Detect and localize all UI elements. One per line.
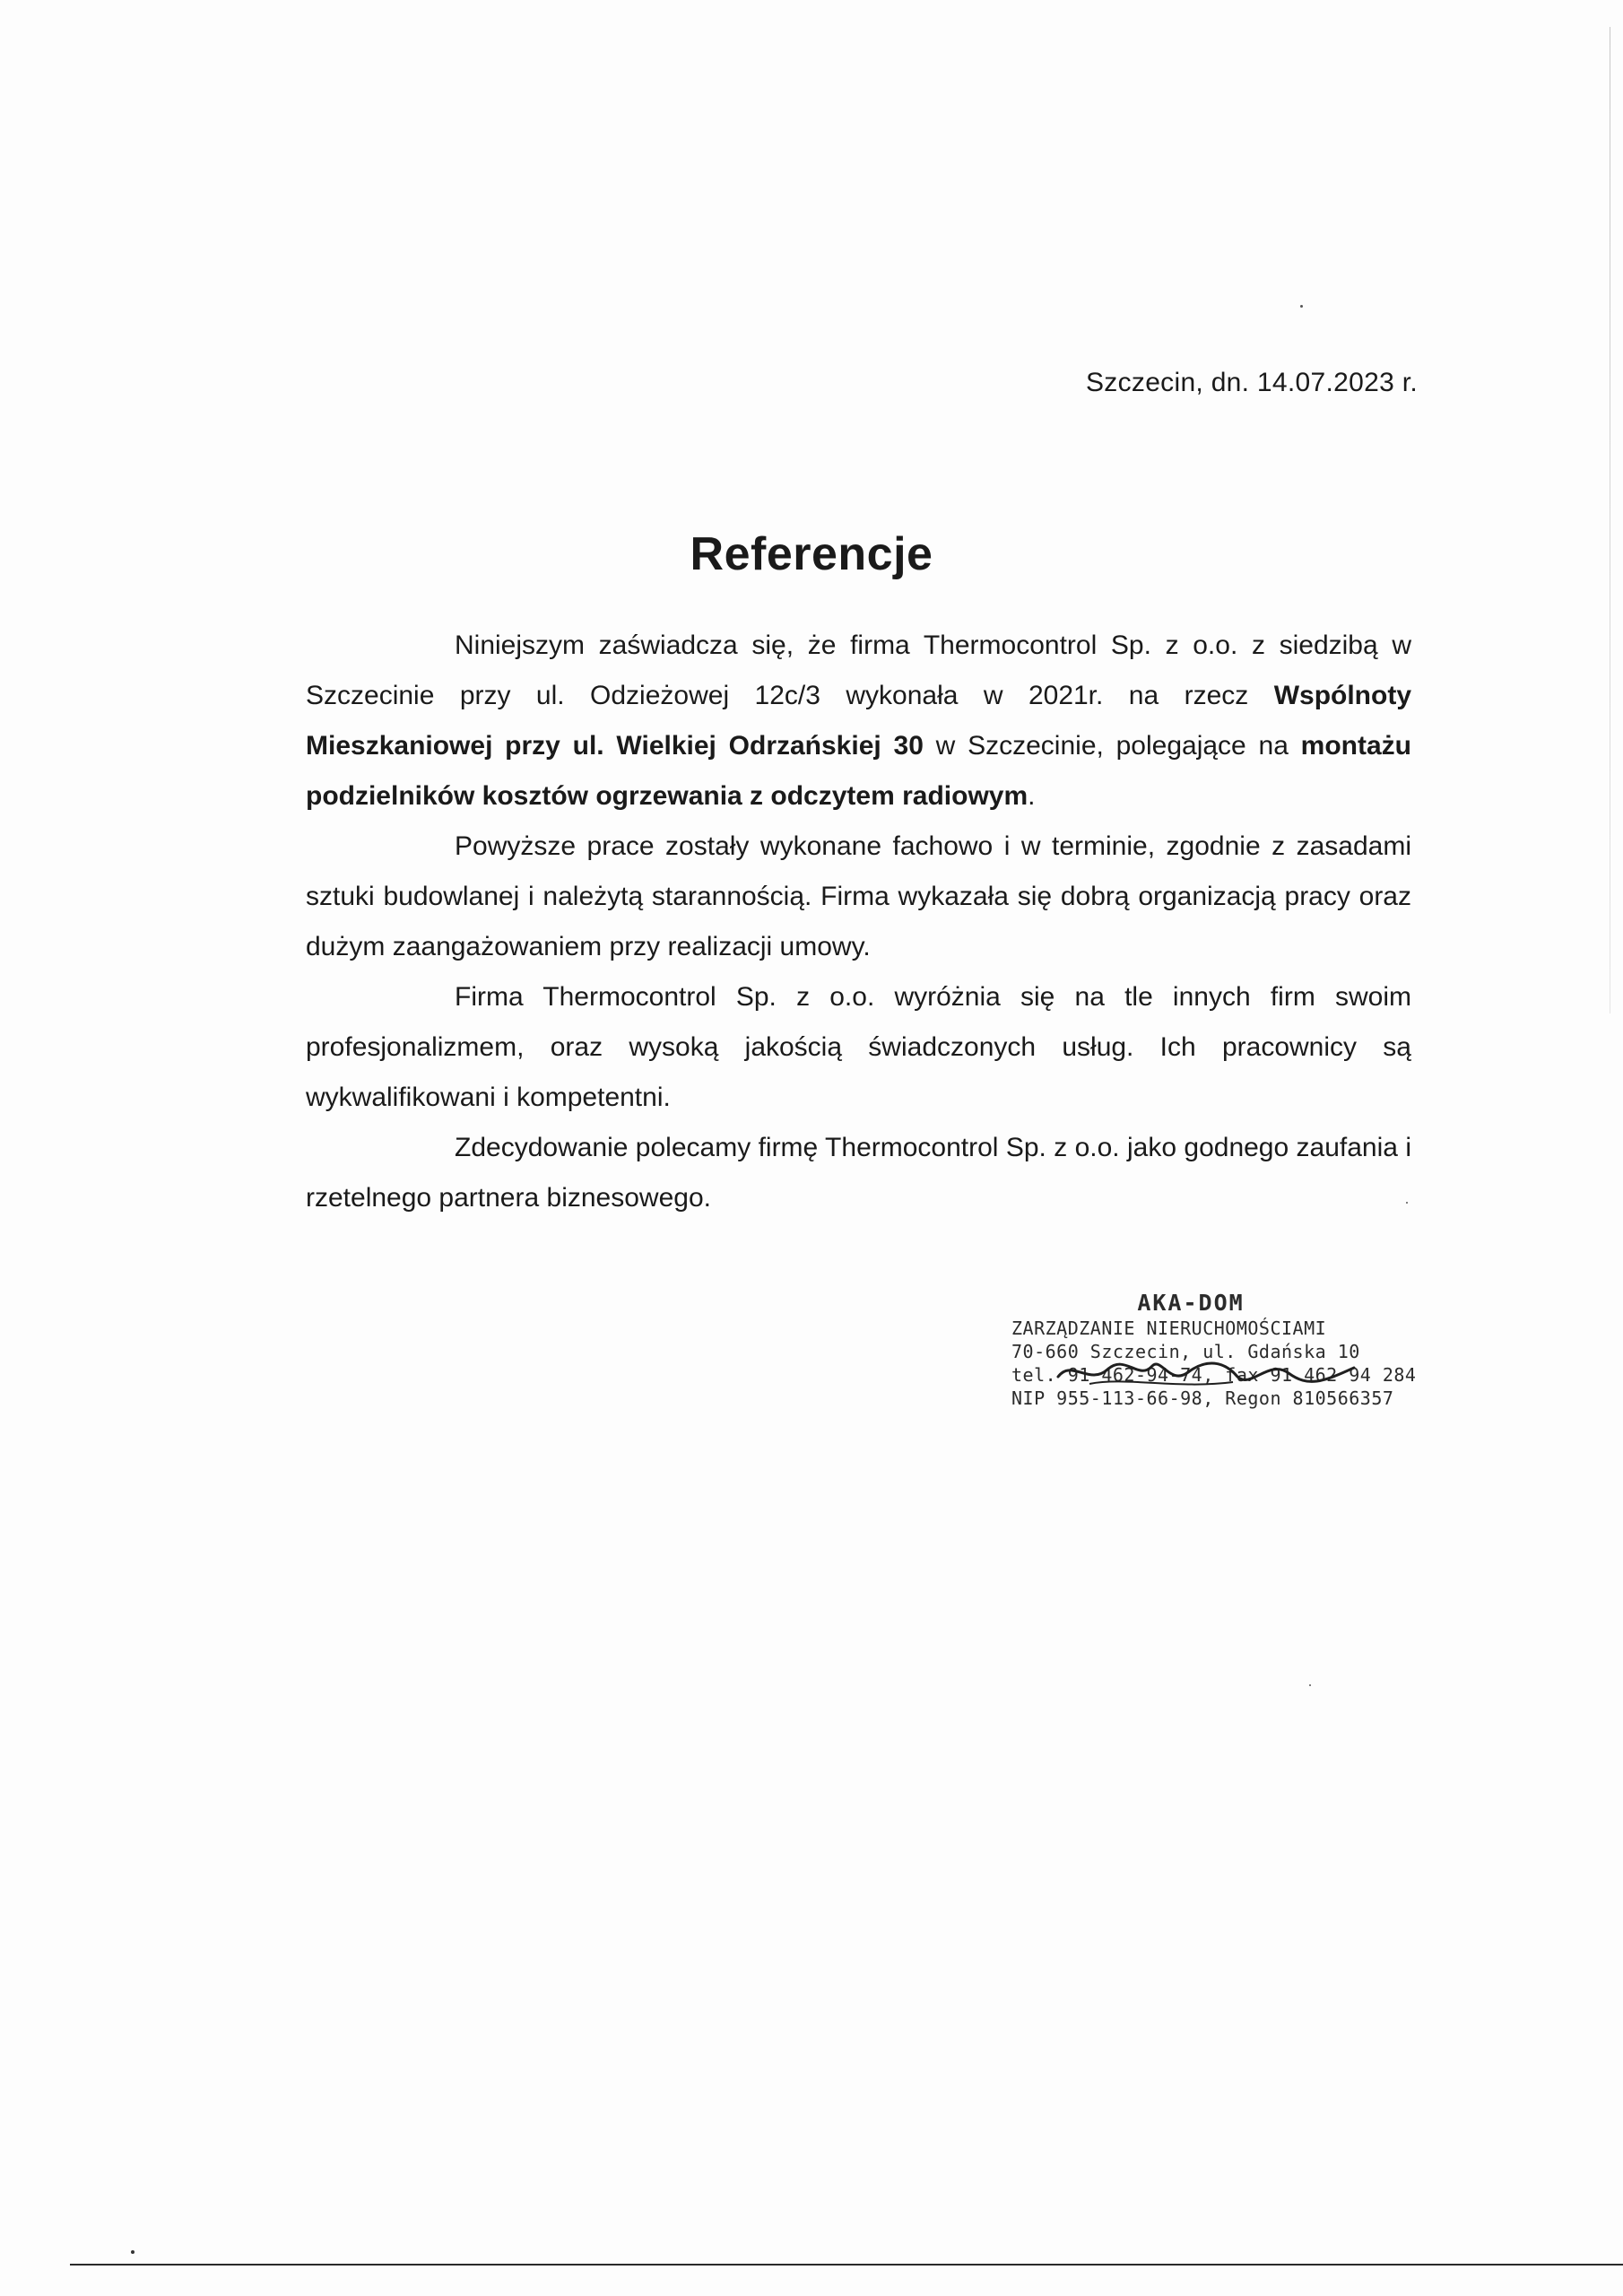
stamp-line-4: NIP 955-113-66-98, Regon 810566357 [1011, 1387, 1394, 1409]
paragraph-2: Powyższe prace zostały wykonane fachowo i w terminie, zgodnie z zasadami sztuki budowlanej i należytą starannością. Firma wykazała się dobrą organizacją pracy oraz dużym zaangażowaniem przy realizacji umowy. [306, 831, 1411, 961]
stamp-company-name: AKA-DOM [1137, 1290, 1245, 1316]
handwritten-signature [1054, 1350, 1358, 1395]
stamp-line-3: tel. 91 462-94-74, fax 91 462 94 284 [1011, 1364, 1417, 1386]
document-title: Referencje [690, 528, 933, 580]
bottom-rule [70, 2264, 1623, 2266]
paragraph-1-bold-community: Wspólnoty Mieszkaniowej przy ul. Wielkiej Odrzańskiej 30 [306, 681, 1411, 761]
paragraph-1-text-a: Niniejszym zaświadcza się, że firma Thermocontrol Sp. z o.o. z siedzibą w Szczecinie przy ul. Odzieżowej 12c/3 wykonała w 2021r. na rzecz [306, 631, 1411, 710]
stamp-line-2: 70-660 Szczecin, ul. Gdańska 10 [1011, 1341, 1360, 1362]
paragraph-1-text-b: w Szczecinie, polegające na [923, 731, 1301, 761]
paragraph-1-bold-service: montażu podzielników kosztów ogrzewania z odczytem radiowym [306, 731, 1411, 811]
paragraph-1 [306, 621, 1411, 822]
paragraph-1-text-c: . [1028, 781, 1036, 811]
stamp-line-1: ZARZĄDZANIE NIERUCHOMOŚCIAMI [1011, 1318, 1327, 1339]
paragraph-4: Zdecydowanie polecamy firmę Thermocontrol Sp. z o.o. jako godnego zaufania i rzetelnego partnera biznesowego. [306, 1133, 1411, 1213]
document-date: Szczecin, dn. 14.07.2023 r. [1085, 368, 1418, 397]
scan-speck [1309, 1684, 1311, 1686]
scan-speck [1300, 305, 1303, 308]
scan-speck [131, 2250, 135, 2254]
paragraph-3: Firma Thermocontrol Sp. z o.o. wyróżnia się na tle innych firm swoim profesjonalizmem, oraz wysoką jakością świadczonych usług. Ich pracownicy są wykwalifikowani i kompetentni. [306, 982, 1411, 1112]
